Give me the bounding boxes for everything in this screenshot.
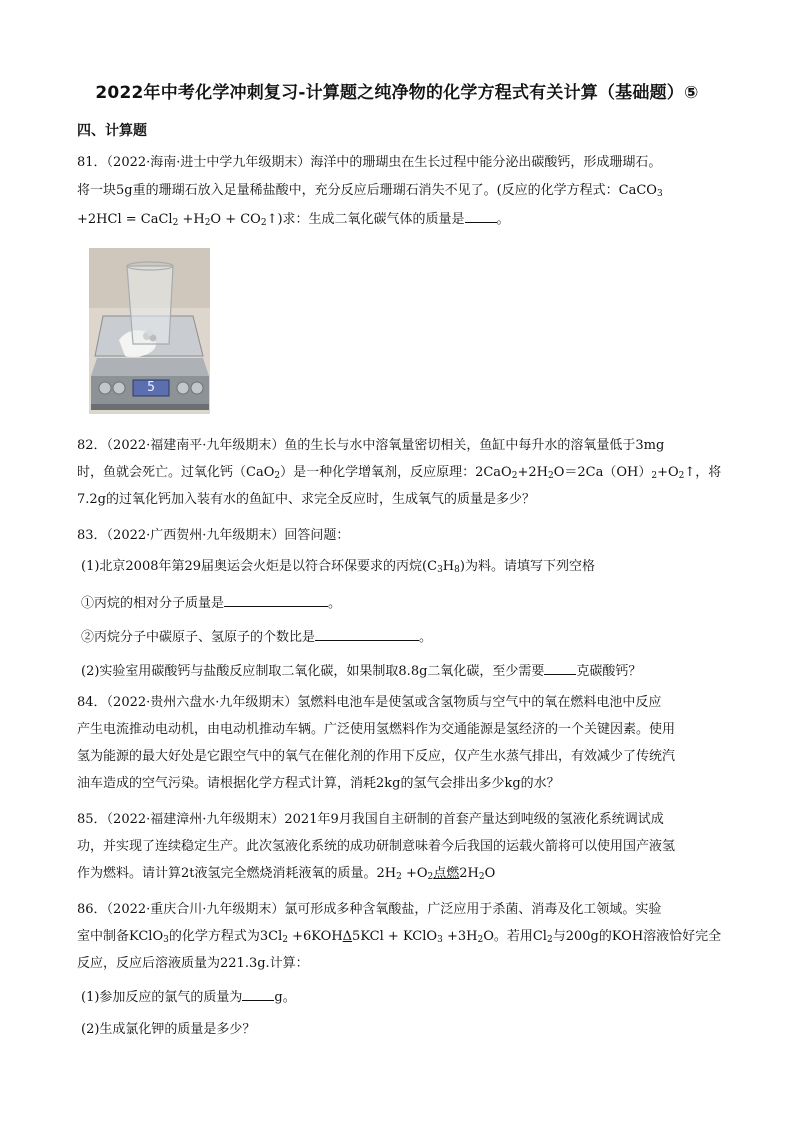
q84-line-4: 油车造成的空气污染。请根据化学方程式计算，消耗2kg的氢气会排出多少kg的水？ bbox=[77, 776, 560, 791]
q86-line-4: (1)参加反应的氯气的质量为 g。 bbox=[81, 986, 296, 1008]
q86-line-2: 室中制备KClO$_3$的化学方程式为$3Cl_2 +6KOH\Delta 5KCl$ + KClO$_3$ $+3H_2O$。若用$Cl_2$与200g的KOH溶液恰好完全 bbox=[77, 929, 722, 945]
q86-line-3: 反应，反应后溶液质量为221.3g.计算： bbox=[77, 956, 309, 971]
coral-on-scale-photo bbox=[89, 248, 210, 414]
q81-line-3: +2HCl = CaCl$_2$ $+H_2O$ + $CO_2↑$)求：生成二氧化碳气体的质量是 。 bbox=[77, 208, 510, 230]
answer-blank[interactable] bbox=[242, 986, 274, 1001]
page-title: 2022年中考化学冲刺复习-计算题之纯净物的化学方程式有关计算（基础题）⑤ bbox=[95, 83, 699, 103]
q81-line-1: 81．（2022·海南·进士中学九年级期末）海洋中的珊瑚虫在生长过程中能分泌出碳酸钙，形成珊瑚石。 bbox=[77, 155, 662, 170]
q86-line-5: (2)生成氯化钾的质量是多少？ bbox=[81, 1022, 256, 1037]
q82-line-1: 82．（2022·福建南平·九年级期末）鱼的生长与水中溶氧量密切相关，鱼缸中每升水的溶氧量低于3mg bbox=[77, 438, 665, 453]
answer-blank[interactable] bbox=[544, 660, 576, 675]
q85-line-2: 功，并实现了连续稳定生产。此次氢液化系统的成功研制意味着今后我国的运载火箭将可以使用国产液氢 bbox=[77, 839, 676, 854]
q83-line-3: ①丙烷的相对分子质量是 。 bbox=[81, 592, 341, 614]
q83-line-5: (2)实验室用碳酸钙与盐酸反应制取二氧化碳，如果制取8.8g二氧化碳，至少需要 克碳酸钙？ bbox=[81, 660, 641, 682]
q84-line-2: 产生电流推动电动机，由电动机推动车辆。广泛使用氢燃料作为交通能源是氢经济的一个关键因素。使用 bbox=[77, 722, 676, 737]
q82-line-3: 7.2g的过氧化钙加入装有水的鱼缸中、求完全反应时，生成氧气的质量是多少？ bbox=[77, 492, 535, 507]
scale-display: 5 bbox=[147, 380, 155, 395]
q84-line-3: 氢为能源的最大好处是它跟空气中的氧气在催化剂的作用下反应，仅产生水蒸气排出，有效减少了传统汽 bbox=[77, 749, 676, 764]
section-heading: 四、计算题 bbox=[77, 123, 147, 139]
q85-line-1: 85．（2022·福建漳州·九年级期末）2021年9月我国自主研制的首套产量达到吨级的氢液化系统调试成 bbox=[77, 812, 664, 827]
q83-line-4: ②丙烷分子中碳原子、氢原子的个数比是 。 bbox=[81, 626, 432, 648]
answer-blank[interactable] bbox=[315, 626, 419, 641]
answer-blank[interactable] bbox=[465, 208, 497, 223]
q83-line-2: (1)北京2008年第29届奥运会火炬是以符合环保要求的丙烷$(C_3H_8)$为料。请填写下列空格 bbox=[81, 559, 595, 575]
q85-line-3: 作为燃料。请计算2t液氢完全燃烧消耗液氧的质量。$2H_2 +O_2$点燃$2H_2O$ bbox=[77, 866, 496, 882]
q83-line-1: 83．（2022·广西贺州·九年级期末）回答问题： bbox=[77, 528, 350, 543]
q84-line-1: 84．（2022·贵州六盘水·九年级期末）氢燃料电池车是使氢或含氢物质与空气中的氧在燃料电池中反应 bbox=[77, 695, 662, 710]
q82-line-2: 时，鱼就会死亡。过氧化钙（CaO$_2$）是一种化学增氧剂，反应原理：$2CaO_2+2H_2O=2Ca(OH)_2+O_2↑$，将 bbox=[77, 465, 722, 481]
answer-blank[interactable] bbox=[224, 592, 328, 607]
q81-line-2: 将一块5g重的珊瑚石放入足量稀盐酸中，充分反应后珊瑚石消失不见了。(反应的化学方程式：CaCO$_3$ bbox=[77, 183, 663, 199]
q86-line-1: 86．（2022·重庆合川·九年级期末）氯可形成多种含氧酸盐，广泛应用于杀菌、消毒及化工领域。实验 bbox=[77, 902, 662, 917]
